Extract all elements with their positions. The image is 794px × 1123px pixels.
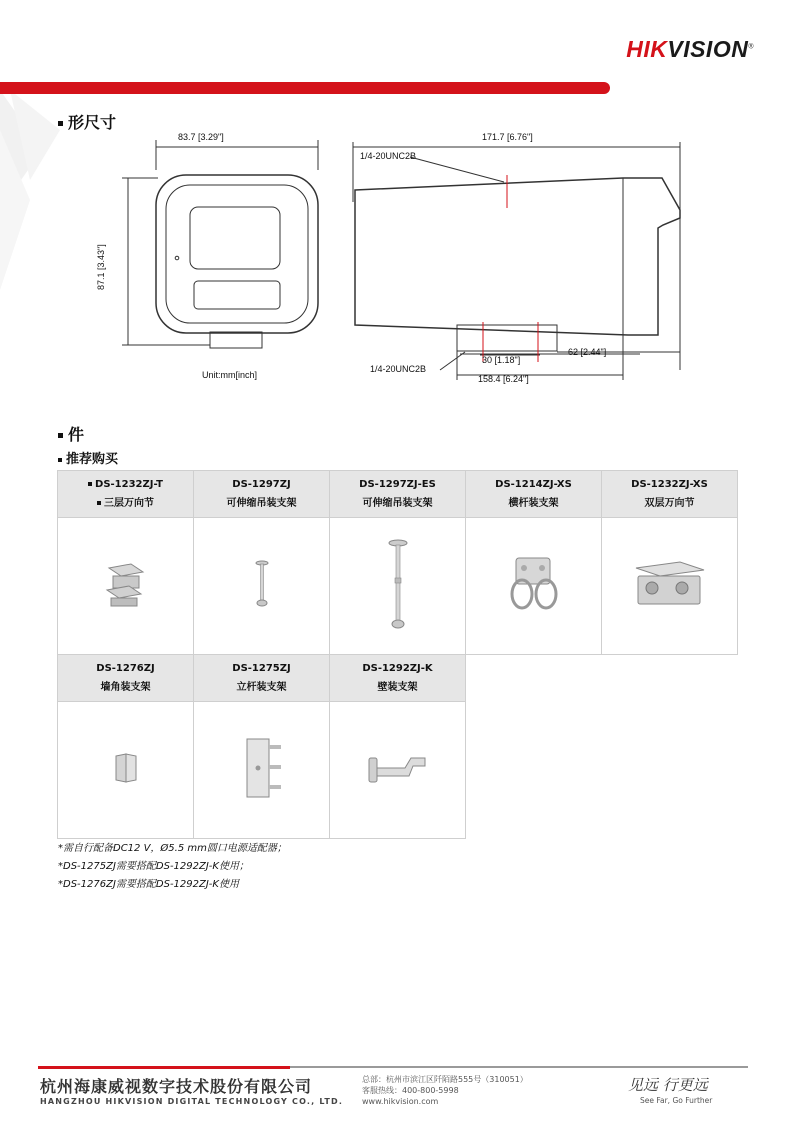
dimension-drawing: [110, 130, 700, 390]
accessory-model: DS-1232ZJ-XS: [631, 479, 708, 490]
accessory-model: DS-1275ZJ: [232, 663, 291, 674]
accessory-name: 可伸缩吊装支架: [226, 498, 297, 509]
empty-cell: [466, 655, 602, 702]
accessory-image-cell: [58, 702, 194, 839]
accessory-name: 壁装支架: [377, 682, 418, 693]
horizontal-pole-mount-icon: [502, 554, 566, 614]
accessory-image-cell: [330, 702, 466, 839]
company-name-cn: 杭州海康威视数字技术股份有限公司: [40, 1077, 313, 1096]
accessory-name: 墙角装支架: [100, 682, 151, 693]
bullet-square-icon: [58, 458, 62, 462]
empty-cell: [466, 702, 602, 839]
hole-spacing-label: 30 [1.18"]: [482, 355, 521, 365]
accessory-header: [58, 471, 194, 518]
bullet-square-icon: [58, 121, 63, 126]
accessory-name: 可伸缩吊装支架: [362, 498, 433, 509]
accessory-header: [194, 655, 330, 702]
telescopic-pendant-mount-icon: [252, 559, 272, 609]
accessory-header: [330, 655, 466, 702]
accessory-image-cell: [602, 518, 738, 655]
unit-label: Unit:mm[inch]: [202, 370, 258, 380]
accessory-name: 三层万向节: [104, 498, 154, 509]
note-line: *DS-1275ZJ需要搭配DS-1292ZJ-K使用；: [58, 861, 249, 872]
rear-offset-label: 62 [2.44"]: [568, 347, 607, 357]
accessory-header: [466, 471, 602, 518]
accessory-model: DS-1292ZJ-K: [362, 663, 433, 674]
slogan-en: See Far, Go Further: [640, 1096, 713, 1105]
slogan-cn: 见远 行更远: [628, 1076, 708, 1094]
footer-hotline: 客服热线：400-800-5998: [362, 1086, 459, 1095]
accessory-model: DS-1297ZJ-ES: [359, 479, 436, 490]
footer-red-line: [38, 1066, 290, 1069]
footer-contact: [362, 1074, 528, 1107]
footer-website[interactable]: www.hikvision.com: [362, 1097, 439, 1106]
note-line: *需自行配备DC12 V，Ø5.5 mm圆口电源适配器；: [58, 843, 287, 854]
three-layer-universal-joint-icon: [101, 560, 151, 608]
accessory-image-cell: [58, 518, 194, 655]
accessory-header: [330, 471, 466, 518]
recommended-purchase-subtitle: 推荐购买: [58, 448, 118, 467]
accessory-model: DS-1214ZJ-XS: [495, 479, 572, 490]
dimensions-title: 形尺寸: [58, 110, 116, 133]
empty-cell: [602, 702, 738, 839]
accessory-image-cell: [330, 518, 466, 655]
thread-top-label: 1/4-20UNC2B: [360, 151, 417, 161]
accessory-header: [58, 655, 194, 702]
accessories-table: [57, 470, 738, 839]
hikvision-logo: HIKVISION®: [626, 36, 754, 62]
accessory-image-cell: [194, 702, 330, 839]
front-width-label: 83.7 [3.29"]: [178, 132, 224, 142]
base-length-label: 158.4 [6.24"]: [478, 374, 529, 384]
note-line: *DS-1276ZJ需要搭配DS-1292ZJ-K使用: [58, 879, 239, 890]
wall-mount-bracket-icon: [365, 748, 431, 788]
double-layer-universal-joint-icon: [630, 558, 710, 610]
footer-address: 总部：杭州市滨江区阡陌路555号（310051）: [362, 1075, 528, 1084]
bullet-square-icon: [88, 482, 92, 486]
bullet-square-icon: [58, 433, 63, 438]
accessory-name: 横杆装支架: [508, 498, 559, 509]
accessory-name: 立杆装支架: [236, 682, 287, 693]
company-name-en: HANGZHOU HIKVISION DIGITAL TECHNOLOGY CO., LTD.: [40, 1097, 344, 1106]
accessory-model: DS-1297ZJ: [232, 479, 291, 490]
footer-grey-line: [290, 1066, 748, 1068]
accessory-image-cell: [466, 518, 602, 655]
accessory-model: DS-1232ZJ-T: [95, 479, 163, 490]
header-red-bar: [0, 82, 610, 94]
vertical-pole-mount-icon: [239, 735, 285, 801]
thread-bottom-label: 1/4-20UNC2B: [370, 364, 427, 374]
empty-cell: [602, 655, 738, 702]
side-length-label: 171.7 [6.76"]: [482, 132, 533, 142]
accessory-header: [602, 471, 738, 518]
accessory-image-cell: [194, 518, 330, 655]
telescopic-pendant-mount-long-icon: [386, 538, 410, 630]
accessory-name: 双层万向节: [644, 498, 695, 509]
accessory-notes: [58, 840, 287, 894]
bullet-square-icon: [97, 501, 101, 505]
accessories-title: 件: [58, 422, 84, 445]
front-height-label: 87.1 [3.43"]: [96, 244, 106, 290]
accessory-model: DS-1276ZJ: [96, 663, 155, 674]
corner-mount-icon: [114, 752, 138, 784]
accessory-header: [194, 471, 330, 518]
